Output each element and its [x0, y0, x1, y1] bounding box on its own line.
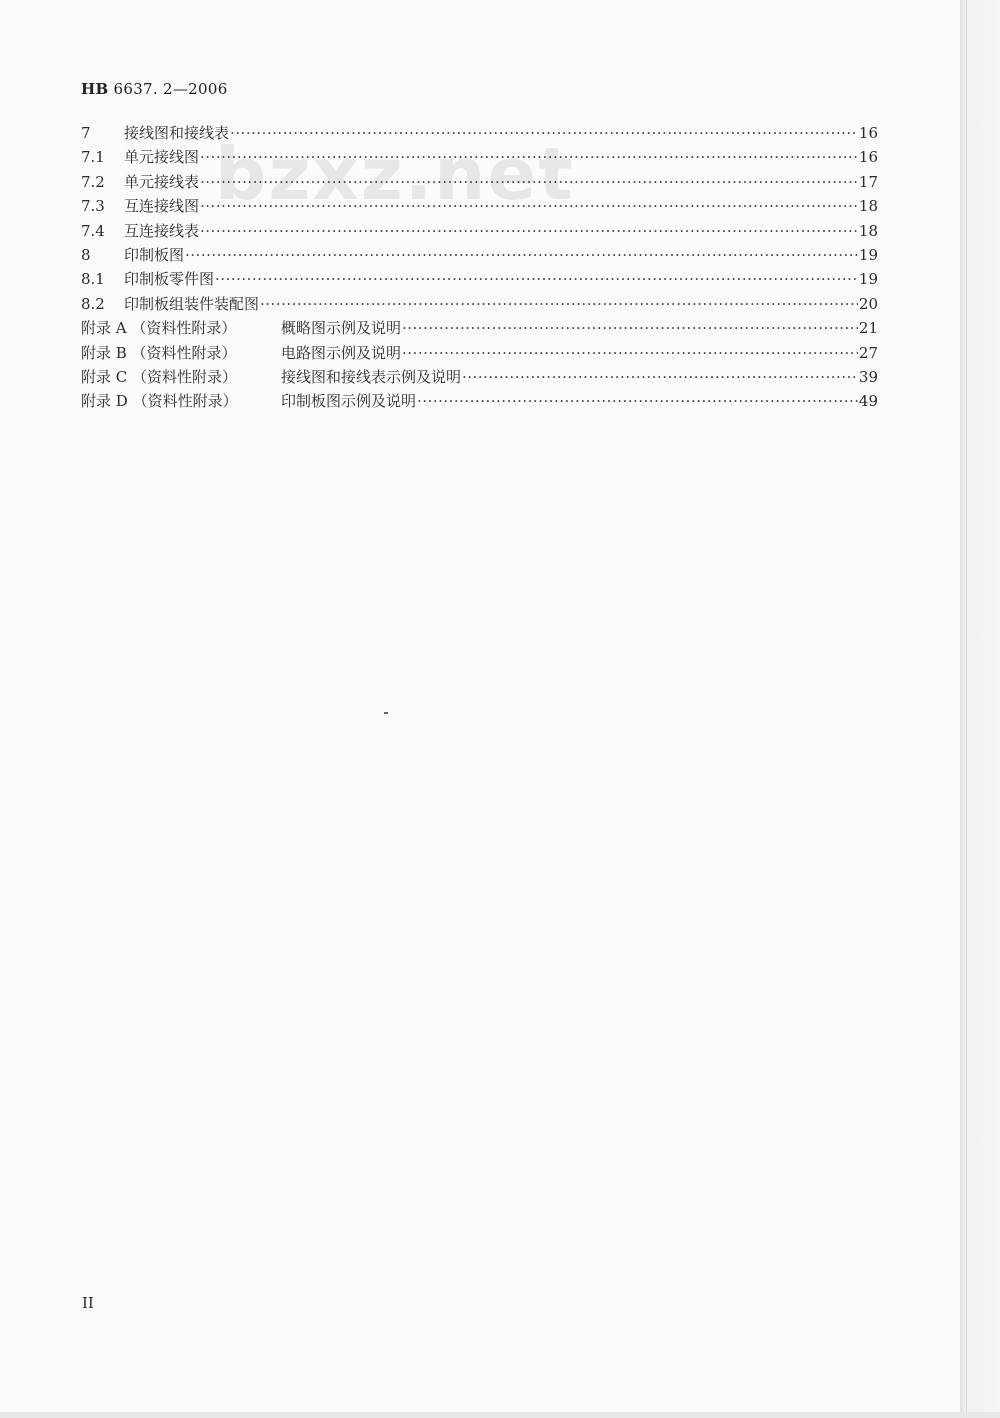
- toc-dot-leader: [230, 124, 858, 142]
- appendix-label: 附录 D （资料性附录）: [81, 392, 238, 411]
- appendix-page: 39: [858, 367, 878, 386]
- toc-entry-title: 印制板组装件装配图: [124, 294, 260, 313]
- appendix-page: 21: [858, 319, 878, 338]
- toc-appendix-entry[interactable]: [81, 390, 878, 414]
- toc-entry-page: 18: [858, 221, 878, 240]
- toc-entry-number: 8: [81, 245, 91, 264]
- toc-entry[interactable]: [81, 146, 878, 170]
- toc-entry-page: 18: [858, 197, 878, 216]
- standard-prefix: HB: [81, 80, 109, 98]
- toc-dot-leader: [200, 222, 858, 240]
- appendix-page: 27: [858, 343, 878, 362]
- toc-entry-number: 7.2: [81, 172, 105, 191]
- toc-entry[interactable]: [81, 220, 878, 244]
- toc-entry-page: 19: [858, 245, 878, 264]
- appendix-label: 附录 C （资料性附录）: [81, 367, 238, 386]
- toc-dot-leader: [402, 319, 858, 337]
- toc-entry-page: 16: [858, 148, 878, 167]
- page-number: II: [82, 1294, 94, 1312]
- toc-entry-page: 20: [858, 294, 878, 313]
- page-bottom-edge: [0, 1412, 1000, 1418]
- toc-entry-title: 接线图和接线表: [124, 124, 230, 142]
- toc-entry[interactable]: [81, 268, 878, 292]
- toc-appendix-entry[interactable]: [81, 317, 878, 341]
- appendix-title: 电路图示例及说明: [281, 343, 402, 362]
- standard-code: [81, 80, 228, 98]
- toc-entry[interactable]: [81, 171, 878, 195]
- toc-entry-page: 19: [858, 270, 878, 289]
- toc-dot-leader: [417, 392, 858, 410]
- toc-entry-number: 7.3: [81, 197, 105, 216]
- toc-entry[interactable]: [81, 122, 878, 146]
- scan-speck: [384, 712, 388, 714]
- toc-entry[interactable]: [81, 244, 878, 268]
- toc-entry[interactable]: [81, 293, 878, 317]
- appendix-label: 附录 B （资料性附录）: [81, 343, 237, 362]
- toc-dot-leader: [260, 295, 858, 313]
- toc-entry-number: 8.2: [81, 294, 105, 313]
- appendix-title: 接线图和接线表示例及说明: [281, 367, 462, 386]
- table-of-contents: [81, 122, 878, 415]
- toc-entry-title: 印制板零件图: [124, 270, 215, 289]
- toc-appendix-entry[interactable]: [81, 366, 878, 390]
- appendix-title: 印制板图示例及说明: [281, 392, 417, 411]
- toc-dot-leader: [200, 197, 858, 215]
- watermark: bzxz.net: [215, 132, 575, 216]
- toc-entry-page: 17: [858, 172, 878, 191]
- toc-entry-title: 单元接线表: [124, 172, 200, 191]
- appendix-page: 49: [858, 392, 878, 411]
- toc-entry-number: 7: [81, 124, 91, 142]
- toc-entry-number: 7.1: [81, 148, 105, 167]
- appendix-title: 概略图示例及说明: [281, 319, 402, 338]
- toc-entry-title: 互连接线表: [124, 221, 200, 240]
- toc-entry[interactable]: [81, 195, 878, 219]
- page-edge-line: [966, 0, 967, 1418]
- toc-entry-title: 互连接线图: [124, 197, 200, 216]
- toc-dot-leader: [402, 344, 858, 362]
- toc-dot-leader: [215, 270, 858, 288]
- toc-entry-number: 7.4: [81, 221, 105, 240]
- toc-entry-number: 8.1: [81, 270, 105, 289]
- appendix-label: 附录 A （资料性附录）: [81, 319, 237, 338]
- toc-appendix-entry[interactable]: [81, 342, 878, 366]
- standard-number: 6637. 2—2006: [113, 80, 228, 98]
- toc-dot-leader: [200, 173, 858, 191]
- toc-dot-leader: [185, 246, 858, 264]
- toc-dot-leader: [462, 368, 858, 386]
- toc-entry-page: 16: [858, 124, 878, 142]
- toc-entry-title: 印制板图: [124, 245, 185, 264]
- toc-entry-title: 单元接线图: [124, 148, 200, 167]
- toc-dot-leader: [200, 148, 858, 166]
